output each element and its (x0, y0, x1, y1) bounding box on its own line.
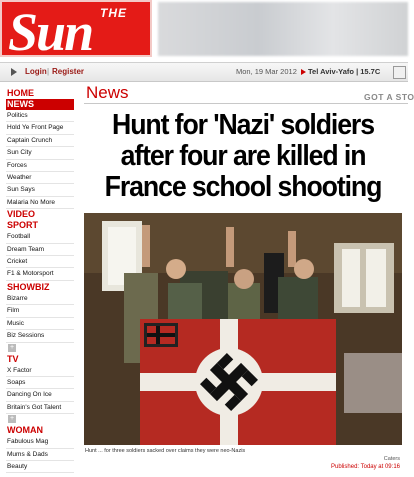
masthead (0, 0, 408, 62)
nav-showbiz-item[interactable]: Music (6, 318, 74, 330)
nav-sport[interactable]: SPORT (7, 220, 39, 231)
headline-line: after four are killed in (120, 140, 366, 172)
nav-news-item[interactable]: Politics (6, 110, 74, 122)
nav-showbiz[interactable]: SHOWBIZ (7, 281, 50, 292)
nav-news-item[interactable]: Captain Crunch (6, 135, 74, 147)
nav-news-item[interactable]: Hold Ye Front Page (6, 122, 74, 134)
headline-line: France school shooting (104, 171, 382, 203)
nav-woman[interactable]: WOMAN (7, 425, 43, 436)
nav-news-item[interactable]: Sun Says (6, 184, 74, 196)
nav-showbiz-item[interactable]: Film (6, 305, 74, 317)
published-time: Published: Today at 09:16 (331, 464, 400, 470)
showbiz-expand-icon[interactable]: + (9, 343, 15, 351)
photo-caption: Hunt ... for three soldiers sacked over claims they were neo-Nazis (85, 448, 246, 454)
nav-news-item[interactable]: Malaria No More (6, 197, 74, 209)
play-arrow-icon (11, 68, 17, 76)
nav-woman-item[interactable]: Beauty (6, 461, 74, 473)
nav-tv-item[interactable]: X Factor (6, 365, 74, 377)
login-link[interactable]: Login (25, 67, 47, 76)
user-bar (0, 62, 408, 82)
nav-news-item[interactable]: Weather (6, 172, 74, 184)
nav-sport-item[interactable]: Cricket (6, 256, 74, 268)
nav-tv-item[interactable]: Soaps (6, 377, 74, 389)
article-headline (97, 110, 390, 203)
logo-the-text: THE (100, 6, 127, 20)
nav-tv-item[interactable]: Dancing On Ice (6, 389, 74, 401)
nav-woman-item[interactable]: Mums & Dads (6, 449, 74, 461)
nav-sport-item[interactable]: F1 & Motorsport (6, 268, 74, 280)
sidebar-nav (6, 88, 74, 473)
section-divider (84, 103, 408, 104)
caption-area (84, 445, 402, 477)
login-separator: | (47, 67, 50, 76)
nav-news[interactable]: NEWS (6, 99, 74, 110)
nav-news-item[interactable]: Sun City (6, 147, 74, 159)
nav-tv[interactable]: TV (7, 353, 19, 364)
got-a-story-link[interactable]: GOT A STO (364, 92, 414, 102)
top-advert-banner[interactable] (158, 2, 408, 56)
nav-tv-item[interactable]: Britain's Got Talent (6, 402, 74, 414)
nav-video[interactable]: VIDEO (7, 209, 36, 220)
nav-woman-item[interactable]: Fabulous Mag (6, 436, 74, 448)
nav-sport-item[interactable]: Dream Team (6, 244, 74, 256)
article-photo[interactable] (84, 213, 402, 445)
weather-arrow-icon (301, 69, 306, 75)
headline-line: Hunt for 'Nazi' soldiers (112, 109, 374, 141)
nav-news-item[interactable]: Forces (6, 160, 74, 172)
nav-showbiz-item[interactable]: Bizarre (6, 293, 74, 305)
the-sun-logo[interactable] (0, 0, 152, 62)
nav-home[interactable]: HOME (7, 88, 34, 98)
current-date: Mon, 19 Mar 2012 (236, 67, 297, 76)
weather-icon[interactable] (393, 66, 406, 79)
photo-credit: Caters (383, 456, 400, 462)
section-title[interactable]: News (86, 83, 129, 102)
photo-illustration (84, 213, 402, 445)
tv-expand-icon[interactable]: + (9, 415, 15, 423)
nav-showbiz-item[interactable]: Biz Sessions (6, 330, 74, 342)
register-link[interactable]: Register (52, 67, 85, 76)
weather-location[interactable]: Tel Aviv-Yafo | 15.7C (308, 67, 381, 76)
nav-sport-item[interactable]: Football (6, 231, 74, 243)
logo-sun-text: Sun (8, 2, 93, 62)
